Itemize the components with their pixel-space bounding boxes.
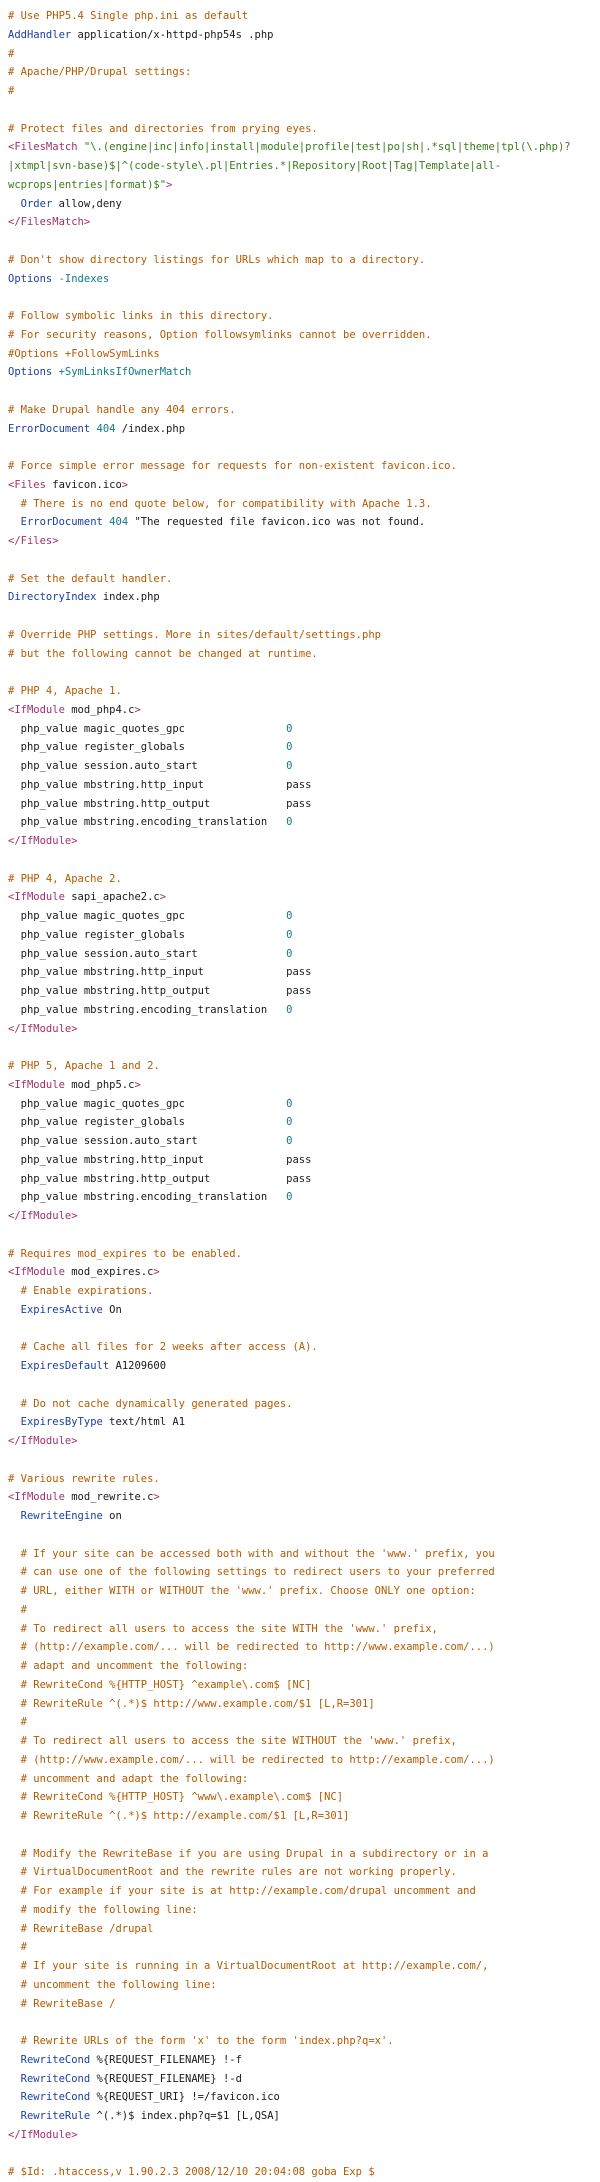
code-line [8,1807,592,1826]
code-line [8,1563,592,1582]
code-line [8,2163,592,2182]
code-line [8,1451,592,1470]
code-line [8,420,592,439]
code-token: # but the following cannot be changed at runtime. [8,647,318,660]
code-token: > [166,178,173,191]
code-token: index.php [96,591,160,604]
code-token: # adapt and uncomment the following: [8,1660,249,1672]
code-line [8,607,592,626]
code-line [8,1601,592,1620]
code-token: php_value mbstring.http_input pass [8,1153,312,1166]
code-token: # Apache/PHP/Drupal settings: [8,66,192,79]
code-line [8,232,592,251]
code-line [8,1301,592,1320]
code-token: php_value register_globals [8,741,287,754]
code-token: php_value mbstring.http_output pass [8,797,312,810]
code-line [8,795,592,814]
code-token: 0 [286,722,293,735]
code-token: php_value magic_quotes_gpc [8,1097,287,1110]
code-line [8,813,592,832]
code-token: +SymLinksIfOwnerMatch [52,366,192,379]
code-line [8,1488,592,1507]
code-token: > [153,1266,160,1279]
code-line [8,626,592,645]
code-line [8,476,592,495]
code-token [8,516,21,528]
code-token: # To redirect all users to access the site WITHOUT the 'www.' prefix, [8,1735,457,1747]
code-token [8,198,21,210]
code-token: 0 [286,1116,293,1129]
code-token: # can use one of the following settings to redirect users to your preferred [8,1566,495,1579]
code-token: 0 [286,760,293,772]
code-line [8,288,592,307]
code-token: # There is no end quote below, for compatibility with Apache 1.3. [8,497,432,510]
code-line [8,495,592,514]
code-line [8,1207,592,1226]
code-token: "\.(engine|inc|info|install|module|profile|test|po|sh|.*sql|theme|tpl(\.php)? [77,141,571,154]
code-token: # Rewrite URLs of the form 'x' to the form 'index.php?q=x'. [8,2035,394,2047]
code-token: # PHP 4, Apache 1. [8,685,122,697]
code-token: > [159,891,167,904]
code-line [8,345,592,364]
code-token [8,2073,21,2085]
code-token: 0 [286,1003,293,1016]
code-line [8,551,592,570]
code-token: 0 [286,910,293,922]
code-token: <IfModule [8,891,65,904]
code-token: # For example if your site is at http://example.com/drupal uncomment and [8,1885,476,1897]
code-token: </IfModule> [8,1435,78,1447]
code-line [8,45,592,64]
code-line [8,888,592,907]
code-line [8,457,592,476]
code-line [8,195,592,214]
code-line [8,63,592,82]
code-token: # RewriteCond %{HTTP_HOST} ^www\.example\.com$ [NC] [8,1791,344,1804]
code-line [8,1470,592,1489]
code-token: <IfModule [8,1491,65,1504]
code-token: sapi_apache2.c [64,891,160,904]
code-line [8,1713,592,1732]
code-token: <IfModule [8,1266,65,1279]
code-token: Order [20,197,53,210]
code-token: 0 [286,1135,293,1147]
code-line [8,1507,592,1526]
code-token: > [134,1078,141,1091]
code-token: ErrorDocument [20,516,103,529]
code-token: Options [8,366,53,379]
code-token: 404 [96,422,116,435]
code-line [8,1863,592,1882]
code-line [8,1826,592,1845]
code-token [8,1510,21,1522]
code-token: > [121,478,129,491]
code-token: DirectoryIndex [8,591,97,604]
code-token: # [8,1716,27,1729]
code-token: ExpiresByType [20,1416,103,1429]
code-token: # modify the following line: [8,1903,198,1916]
code-token: # [8,1603,27,1616]
code-token: 0 [286,1191,293,1204]
code-token: # Use PHP5.4 Single php.ini as default [8,10,249,22]
code-token: # Protect files and directories from prying eyes. [8,122,318,135]
code-line [8,1638,592,1657]
code-token: %{REQUEST_URI} !=/favicon.ico [90,2091,280,2104]
code-token: php_value mbstring.http_input pass [8,778,312,791]
code-line [8,2145,592,2164]
code-line [8,982,592,1001]
code-line [8,26,592,45]
code-token: wcprops|entries|format)$" [8,178,167,191]
code-token: php_value mbstring.encoding_translation [8,1191,287,1204]
code-token: 0 [286,1097,293,1110]
code-token: # Various rewrite rules. [8,1472,160,1485]
code-line [8,82,592,101]
code-line [8,1113,592,1132]
code-line [8,176,592,195]
code-line [8,2032,592,2051]
code-line [8,588,592,607]
code-token: 0 [286,947,293,960]
code-line [8,1938,592,1957]
code-line [8,251,592,270]
code-token: > [153,1491,160,1504]
code-token [8,2054,21,2066]
code-token: allow,deny [52,197,122,210]
code-token: RewriteCond [20,2072,91,2085]
code-line [8,1338,592,1357]
code-line [8,926,592,945]
code-line [8,382,592,401]
code-line [8,101,592,120]
code-line [8,1788,592,1807]
code-line [8,870,592,889]
code-line [8,1920,592,1939]
code-token: on [102,1510,122,1522]
code-line [8,513,592,532]
code-token: # Modify the RewriteBase if you are using Drupal in a subdirectory or in a [8,1847,489,1860]
code-token: # PHP 5, Apache 1 and 2. [8,1060,160,1072]
code-token: # To redirect all users to access the site WITH the 'www.' prefix, [8,1622,438,1635]
code-line [8,776,592,795]
code-token: <IfModule [8,703,65,716]
code-token: # [8,47,15,60]
code-line [8,682,592,701]
code-token: AddHandler [8,28,72,41]
code-token: # RewriteBase / [8,1997,116,2010]
code-token: favicon.ico [45,478,122,491]
code-line [8,1095,592,1114]
code-token: </IfModule> [8,1210,78,1222]
code-line [8,1432,592,1451]
code-line [8,1770,592,1789]
code-line [8,1151,592,1170]
code-token: </Files> [8,535,59,547]
code-line [8,1995,592,2014]
code-line [8,1245,592,1264]
code-line [8,1526,592,1545]
code-token: # Enable expirations. [8,1285,154,1297]
code-line [8,1357,592,1376]
code-line [8,213,592,232]
code-line [8,2013,592,2032]
code-token: php_value mbstring.http_input pass [8,966,312,979]
code-token: # Make Drupal handle any 404 errors. [8,403,236,416]
code-line [8,7,592,26]
code-line [8,701,592,720]
code-line [8,2070,592,2089]
code-line [8,1226,592,1245]
code-token: # For security reasons, Option followsymlinks cannot be overridden. [8,328,432,341]
code-token: # uncomment and adapt the following: [8,1772,249,1785]
code-token: # uncomment the following line: [8,1978,217,1991]
code-token: php_value magic_quotes_gpc [8,910,287,922]
code-line [8,1170,592,1189]
code-line [8,120,592,139]
code-token [8,1304,21,1316]
code-line [8,738,592,757]
code-line [8,1132,592,1151]
code-token: %{REQUEST_FILENAME} !-d [90,2072,242,2085]
code-token: php_value session.auto_start [8,760,287,772]
code-token: </IfModule> [8,835,78,847]
code-line [8,1413,592,1432]
code-line [8,2107,592,2126]
code-line [8,326,592,345]
code-line [8,1376,592,1395]
code-token: # RewriteRule ^(.*)$ http://example.com/$1 [L,R=301] [8,1810,350,1822]
code-line [8,963,592,982]
code-token: php_value session.auto_start [8,1135,287,1147]
code-line [8,1882,592,1901]
code-token: php_value mbstring.http_output pass [8,1172,312,1185]
code-token: # Force simple error message for requests for non-existent favicon.ico. [8,460,457,472]
code-line [8,138,592,157]
code-line [8,2051,592,2070]
code-token: /index.php [115,422,186,435]
code-token: php_value magic_quotes_gpc [8,722,287,735]
code-token: mod_php4.c [64,703,135,716]
code-line [8,157,592,176]
code-token: |xtmpl|svn-base)$|^(code-style\.pl|Entries.*|Repository|Root|Tag|Template|all- [8,160,502,172]
code-token: # RewriteBase /drupal [8,1922,154,1935]
code-token [8,1416,21,1428]
code-token [8,2110,21,2122]
code-token: </IfModule> [8,1022,78,1035]
code-token: # Do not cache dynamically generated pages. [8,1397,293,1410]
code-token: mod_rewrite.c [64,1491,154,1504]
code-token: -Indexes [52,272,110,285]
code-token: #Options +FollowSymLinks [8,347,160,360]
code-token: ExpiresDefault [20,1360,110,1372]
code-line [8,1001,592,1020]
code-line [8,570,592,589]
code-line [8,1751,592,1770]
code-token: # (http://example.com/... will be redirected to http://www.example.com/...) [8,1641,495,1654]
code-token: # If your site is running in a VirtualDocumentRoot at http://example.com/, [8,1960,489,1972]
code-token: # RewriteRule ^(.*)$ http://www.example.com/$1 [L,R=301] [8,1697,375,1710]
code-token: </IfModule> [8,2128,78,2141]
code-token: # RewriteCond %{HTTP_HOST} ^example\.com$ [NC] [8,1678,312,1691]
code-line [8,645,592,664]
code-line [8,1038,592,1057]
code-line [8,1188,592,1207]
code-token: 404 [109,516,129,529]
code-token: # PHP 4, Apache 2. [8,872,122,885]
code-token: php_value register_globals [8,1116,287,1129]
code-token: # URL, either WITH or WITHOUT the 'www.' prefix. Choose ONLY one option: [8,1585,476,1597]
code-token: php_value mbstring.http_output pass [8,985,312,997]
code-line [8,1845,592,1864]
code-token: RewriteCond [20,2053,91,2066]
code-line [8,1545,592,1564]
code-token [8,1360,21,1372]
code-line [8,532,592,551]
code-line [8,757,592,776]
code-token: ErrorDocument [8,422,91,435]
code-token: ^(.*)$ index.php?q=$1 [L,QSA] [90,2110,280,2122]
code-token: # Set the default handler. [8,572,173,585]
code-line [8,401,592,420]
code-token: <IfModule [8,1078,65,1091]
code-line [8,1020,592,1039]
code-line [8,945,592,964]
code-line [8,2088,592,2107]
code-token: </FilesMatch> [8,216,91,229]
code-line [8,1657,592,1676]
code-token: # $Id: .htaccess,v 1.90.2.3 2008/12/10 20:04:08 goba Exp $ [8,2166,375,2179]
code-line [8,1732,592,1751]
code-token: application/x-httpd-php54s .php [71,28,274,41]
code-line [8,1076,592,1095]
code-line [8,851,592,870]
code-token: mod_expires.c [64,1266,154,1279]
code-line [8,270,592,289]
code-token: A1209600 [109,1360,167,1372]
code-token: "The requested file favicon.ico was not found. [128,516,426,529]
code-token: # [8,85,15,97]
code-line [8,1320,592,1339]
code-token: # Override PHP settings. More in sites/default/settings.php [8,628,381,641]
code-token: # Follow symbolic links in this directory. [8,310,274,322]
code-token: text/html A1 [102,1416,186,1429]
code-line [8,1620,592,1639]
code-token: RewriteCond [20,2091,91,2104]
code-line [8,663,592,682]
code-line [8,1957,592,1976]
code-line [8,1582,592,1601]
code-line [8,1057,592,1076]
code-token: On [102,1303,122,1316]
code-line [8,438,592,457]
code-token: php_value register_globals [8,928,287,941]
code-line [8,1695,592,1714]
code-token: Options [8,272,53,285]
code-token: mod_php5.c [64,1078,135,1091]
code-token: # VirtualDocumentRoot and the rewrite rules are not working properly. [8,1866,457,1879]
code-line [8,1282,592,1301]
code-line [8,363,592,382]
code-token: > [134,703,141,716]
code-token: php_value mbstring.encoding_translation [8,816,287,829]
code-token: php_value mbstring.encoding_translation [8,1003,287,1016]
code-line [8,720,592,739]
code-line [8,1976,592,1995]
code-token: 0 [286,928,293,941]
code-token: 0 [286,816,293,829]
code-line [8,307,592,326]
code-token: ExpiresActive [20,1303,103,1316]
code-token: RewriteRule [20,2110,91,2122]
code-token [8,2091,21,2103]
code-token: 0 [286,741,293,754]
code-token: # If your site can be accessed both with and without the 'www.' prefix, you [8,1547,495,1560]
code-line [8,1901,592,1920]
code-token: # Requires mod_expires to be enabled. [8,1247,242,1260]
code-token: %{REQUEST_FILENAME} !-f [90,2053,242,2066]
code-token: php_value session.auto_start [8,947,287,960]
code-line [8,1263,592,1282]
code-line [8,2126,592,2145]
code-token: # Don't show directory listings for URLs which map to a directory. [8,253,426,266]
code-line [8,907,592,926]
code-token: # Cache all files for 2 weeks after access (A). [8,1341,318,1354]
code-line [8,1676,592,1695]
code-line [8,1395,592,1414]
code-token: # [8,1941,27,1954]
code-token: # (http://www.example.com/... will be redirected to http://example.com/...) [8,1753,495,1766]
code-token: RewriteEngine [20,1510,103,1522]
code-token: <FilesMatch [8,141,78,154]
code-token: <Files [8,478,46,491]
code-line [8,832,592,851]
